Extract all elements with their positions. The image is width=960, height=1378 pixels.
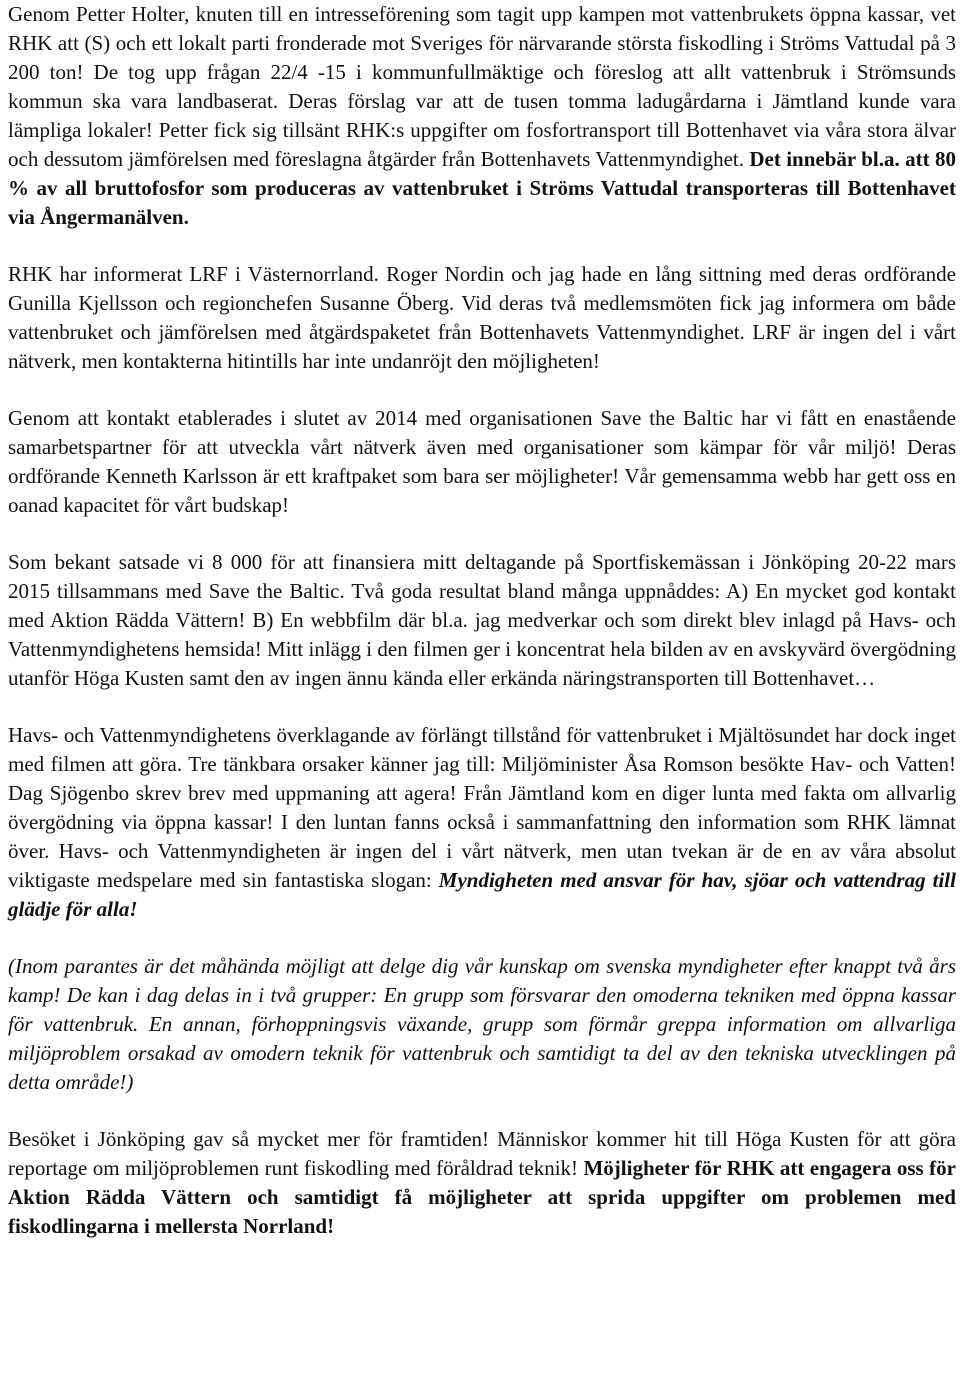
paragraph-text: Besöket i Jönköping gav så mycket mer för framtiden! Människor kommer hit till Höga Kusten för att göra reportage om miljöproblemen runt fiskodling med föråldrad teknik! (8, 1127, 956, 1180)
paragraph-sportfiskemassan (8, 548, 956, 693)
paragraph-jonkoping-visit (8, 1125, 956, 1241)
document-page (8, 0, 956, 1241)
paragraph-text: Som bekant satsade vi 8 000 för att finansiera mitt deltagande på Sportfiskemässan i Jönköping 20-22 mars 2015 tillsammans med Save the Baltic. Två goda resultat bland många uppnåddes: A) En mycket god kontakt med Aktion Rädda Vättern! B) En webbfilm där bl.a. jag medverkar och som direkt blev inlagd på Havs- och Vattenmyndighetens hemsida! Mitt inlägg i den filmen ger i koncentrat hela bilden av en avskyvärd övergödning utanför Höga Kusten samt den av ingen ännu kända eller erkända näringstransporten till Bottenhavet… (8, 550, 956, 690)
paragraph-italic-text: (Inom parantes är det måhända möjligt att delge dig vår kunskap om svenska myndigheter efter knappt två års kamp! De kan i dag delas in i två grupper: En grupp som försvarar den omoderna tekniken med öppna kassar för vattenbruk. En annan, förhoppningsvis växande, grupp som förmår greppa information om allvarliga miljöproblem orsakad av omodern teknik för vattenbruk och samtidigt ta del av den tekniska utvecklingen på detta område!) (8, 954, 956, 1094)
paragraph-save-the-baltic (8, 404, 956, 520)
paragraph-slogan: Myndigheten med ansvar för hav, sjöar och vattendrag till glädje för alla! (8, 868, 956, 921)
paragraph-bold-conclusion: Möjligheter för RHK att engagera oss för Aktion Rädda Vättern och samtidigt få möjligheter att sprida uppgifter om problemen med fiskodlingarna i mellersta Norrland! (8, 1156, 956, 1238)
paragraph-bold-highlight: Det innebär bl.a. att 80 % av all bruttofosfor som produceras av vattenbruket i Ströms Vattudal transporteras till Bottenhavet via Ångermanälven. (8, 147, 956, 229)
paragraph-text: Genom att kontakt etablerades i slutet av 2014 med organisationen Save the Baltic har vi fått en enastående samarbetspartner för att utveckla vårt nätverk även med organisationer som kämpar för vår miljö! Deras ordförande Kenneth Karlsson är ett kraftpaket som bara ser möjligheter! Vår gemensamma webb har gett oss en oanad kapacitet för vårt budskap! (8, 406, 956, 517)
paragraph-petter-holter (8, 0, 956, 232)
paragraph-text: RHK har informerat LRF i Västernorrland. Roger Nordin och jag hade en lång sittning med deras ordförande Gunilla Kjellsson och regionchefen Susanne Öberg. Vid deras två medlemsmöten fick jag informera om både vattenbruket och jämförelsen med åtgärdspaketet från Bottenhavets Vattenmyndighet. LRF är ingen del i vårt nätverk, men kontakterna hitintills har inte undanröjt den möjligheten! (8, 262, 956, 373)
paragraph-text: Havs- och Vattenmyndighetens överklagande av förlängt tillstånd för vattenbruket i Mjältösundet har dock inget med filmen att göra. Tre tänkbara orsaker känner jag till: Miljöminister Åsa Romson besökte Hav- och Vatten! Dag Sjögenbo skrev brev med uppmaning att agera! Från Jämtland kom en diger lunta med fakta om allvarlig övergödning via öppna kassar! I den luntan fanns också i sammanfattning den information som RHK lämnat över. Havs- och Vattenmyndigheten är ingen del i vårt nätverk, men utan tvekan är de en av våra absolut viktigaste medspelare med sin fantastiska slogan: (8, 723, 956, 892)
paragraph-lrf (8, 260, 956, 376)
paragraph-parenthesis (8, 952, 956, 1097)
paragraph-text: Genom Petter Holter, knuten till en intresseförening som tagit upp kampen mot vattenbrukets öppna kassar, vet RHK att (S) och ett lokalt parti fronderade mot Sveriges för närvarande största fiskodling i Ströms Vattudal på 3 200 ton! De tog upp frågan 22/4 -15 i kommunfullmäktige och föreslog att allt vattenbruk i Strömsunds kommun ska vara landbaserat. Deras förslag var att de tusen tomma ladugårdarna i Jämtland kunde vara lämpliga lokaler! Petter fick sig tillsänt RHK:s uppgifter om fosfortransport till Bottenhavet via våra stora älvar och dessutom jämförelsen med föreslagna åtgärder från Bottenhavets Vattenmyndighet. (8, 2, 956, 171)
paragraph-havs-och-vattenmyndigheten (8, 721, 956, 924)
